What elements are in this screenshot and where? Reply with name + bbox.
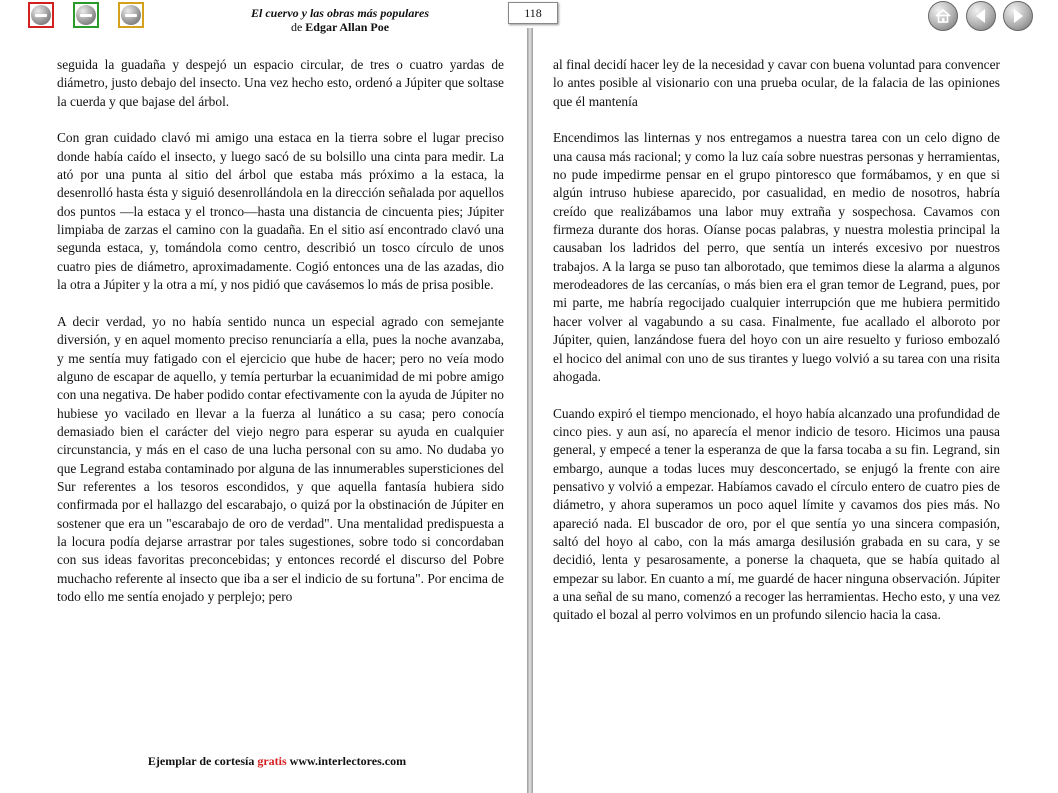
book-header [200, 6, 480, 34]
home-icon [934, 7, 952, 25]
author-name: Edgar Allan Poe [305, 20, 390, 34]
author-line [200, 20, 480, 34]
close-window-button[interactable] [28, 2, 54, 28]
minimize-window-button[interactable] [73, 2, 99, 28]
footer [100, 754, 454, 769]
maximize-window-button[interactable] [118, 2, 144, 28]
page-number[interactable]: 118 [508, 2, 558, 24]
footer-prefix: Ejemplar de cortesía [147, 754, 255, 768]
paragraph: Encendimos las linternas y nos entregamos a nuestra tarea con un celo digno de una causa más racional; y como la luz caía sobre nuestras personas y herramientas, no pude impedirme pensar en el grupo pintoresco que formábamos, y en que si algún intruso hubiese aparecido, por casualidad, en medio de nosotros, habría creído que realizábamos una labor muy extraña y sospechosa. Cavamos con firmeza durante dos horas. Oíanse pocas palabras, y nuestra molestia principal la causaban los ladridos del perro, que sentía un interés excesivo por nuestros trabajos. A la larga se puso tan alborotado, que temimos diese la alarma a algunos merodeadores de las cercanías, o más bien era el gran temor de Legrand, pues, por mi parte, me habría regocijado cualquier interrupción que me hubiera permitido hacer volver al vagabundo a su casa. Finalmente, fue acallado el alboroto por Júpiter, quien, lanzándose fuera del hoyo con un aire resuelto y furioso embozaló el hocico del animal con uno de sus tirantes y luego volvió a su tarea con una risita ahogada. [553, 130, 1000, 384]
paragraph: Con gran cuidado clavó mi amigo una estaca en la tierra sobre el lugar preciso donde había caído el insecto, y luego sacó de su bolsillo una cinta para medir. La ató por una punta al sitio del árbol que estaba más próximo a la estaca, la desenrolló hasta ésta y siguió desenrollándola en la dirección señalada por aquellos dos puntos —la estaca y el tronco—hasta una distancia de cincuenta pies; Júpiter limpiaba de zarzas el camino con la guadaña. En el sitio así encontrado clavó una segunda estaca, y, tomándola como centro, describió un tosco círculo de unos cuatro pies de diámetro, aproximadamente. Cogió entonces una de las azadas, dio la otra a Júpiter y la otra a mí, y nos pidió que cavásemos lo más de prisa posible. [57, 130, 504, 293]
paragraph: seguida la guadaña y despejó un espacio circular, de tres o cuatro yardas de diámetro, justo debajo del insecto. Una vez hecho esto, ordenó a Júpiter que soltase la cuerda y que bajase del árbol. [57, 57, 504, 109]
right-page-text [553, 56, 1000, 643]
footer-site-link[interactable]: www.interlectores.com [289, 754, 407, 768]
left-page-text [57, 56, 504, 625]
maximize-icon [121, 5, 141, 25]
footer-gratis: gratis [257, 754, 287, 768]
close-icon [31, 5, 51, 25]
paragraph: A decir verdad, yo no había sentido nunca un especial agrado con semejante diversión, y en aquel momento preciso renunciaría a ella, pues la noche avanzaba, y me sentía muy fatigado con el ejercicio que hube de hacer; pero no veía modo alguno de escapar de aquello, y temía perturbar la ecuanimidad de mi pobre amigo con una negativa. De haber podido contar efectivamente con la ayuda de Júpiter no hubiese yo vacilado en llevar a la fuerza al lunático a su casa; pero conocía demasiado bien el carácter del viejo negro para esperar su ayuda en cualquier circunstancia, y más en el caso de una lucha personal con su amo. No dudaba yo que Legrand estaba contaminado por alguna de las innumerables supersticiones del Sur referentes a los tesoros escondidos, y que aquella fantasía hubiera sido confirmada por el hallazgo del escarabajo, o quizá por la obstinación de Júpiter en sostener que era un "escarabajo de oro de verdad". Una mentalidad predispuesta a la locura podía dejarse arrastrar por tales sugestiones, sobre todo si concordaban con sus ideas favoritas preconcebidas; y entonces recordé el discurso del Pobre muchacho referente al insecto que iba a ser el indicio de su fortuna". Por encima de todo ello me sentía enojado y perplejo; pero [57, 313, 504, 604]
minimize-icon [76, 5, 96, 25]
book-spine [527, 28, 533, 793]
arrow-right-icon [1009, 7, 1027, 25]
book-title: El cuervo y las obras más populares [250, 6, 429, 20]
next-page-button[interactable] [1003, 1, 1033, 31]
home-button[interactable] [928, 1, 958, 31]
paragraph: Cuando expiró el tiempo mencionado, el hoyo había alcanzado una profundidad de cinco pies. y aun así, no aparecía el menor indicio de tesoro. Hicimos una pausa general, y empecé a tener la esperanza de que la farsa tocaba a su fin. Legrand, sin embargo, aunque a todas luces muy desconcertado, se enjugó la frente con aire pensativo y volvió a empezar. Habíamos cavado el círculo entero de cuatro pies de diámetro, y ahora superamos un poco aquel límite y cavamos dos pies más. No apareció nada. El buscador de oro, por el que sentía yo una sincera compasión, saltó del hoyo al cabo, con la más amarga desilusión grabada en su cara, y se decidió, lenta y pesarosamente, a ponerse la chaqueta, que se había quitado al empezar su labor. En cuanto a mí, me guardé de hacer ninguna observación. Júpiter a una señal de su mano, comenzó a recoger las herramientas. Hecho esto, y una vez quitado el bozal al perro volvimos en un profundo silencio hacia la casa. [553, 405, 1000, 623]
arrow-left-icon [972, 7, 990, 25]
paragraph: al final decidí hacer ley de la necesidad y cavar con buena voluntad para convencer lo antes posible al visionario con una prueba ocular, de la falacia de las opiniones que él mantenía [553, 57, 1000, 109]
author-prefix: de [290, 20, 303, 34]
previous-page-button[interactable] [966, 1, 996, 31]
